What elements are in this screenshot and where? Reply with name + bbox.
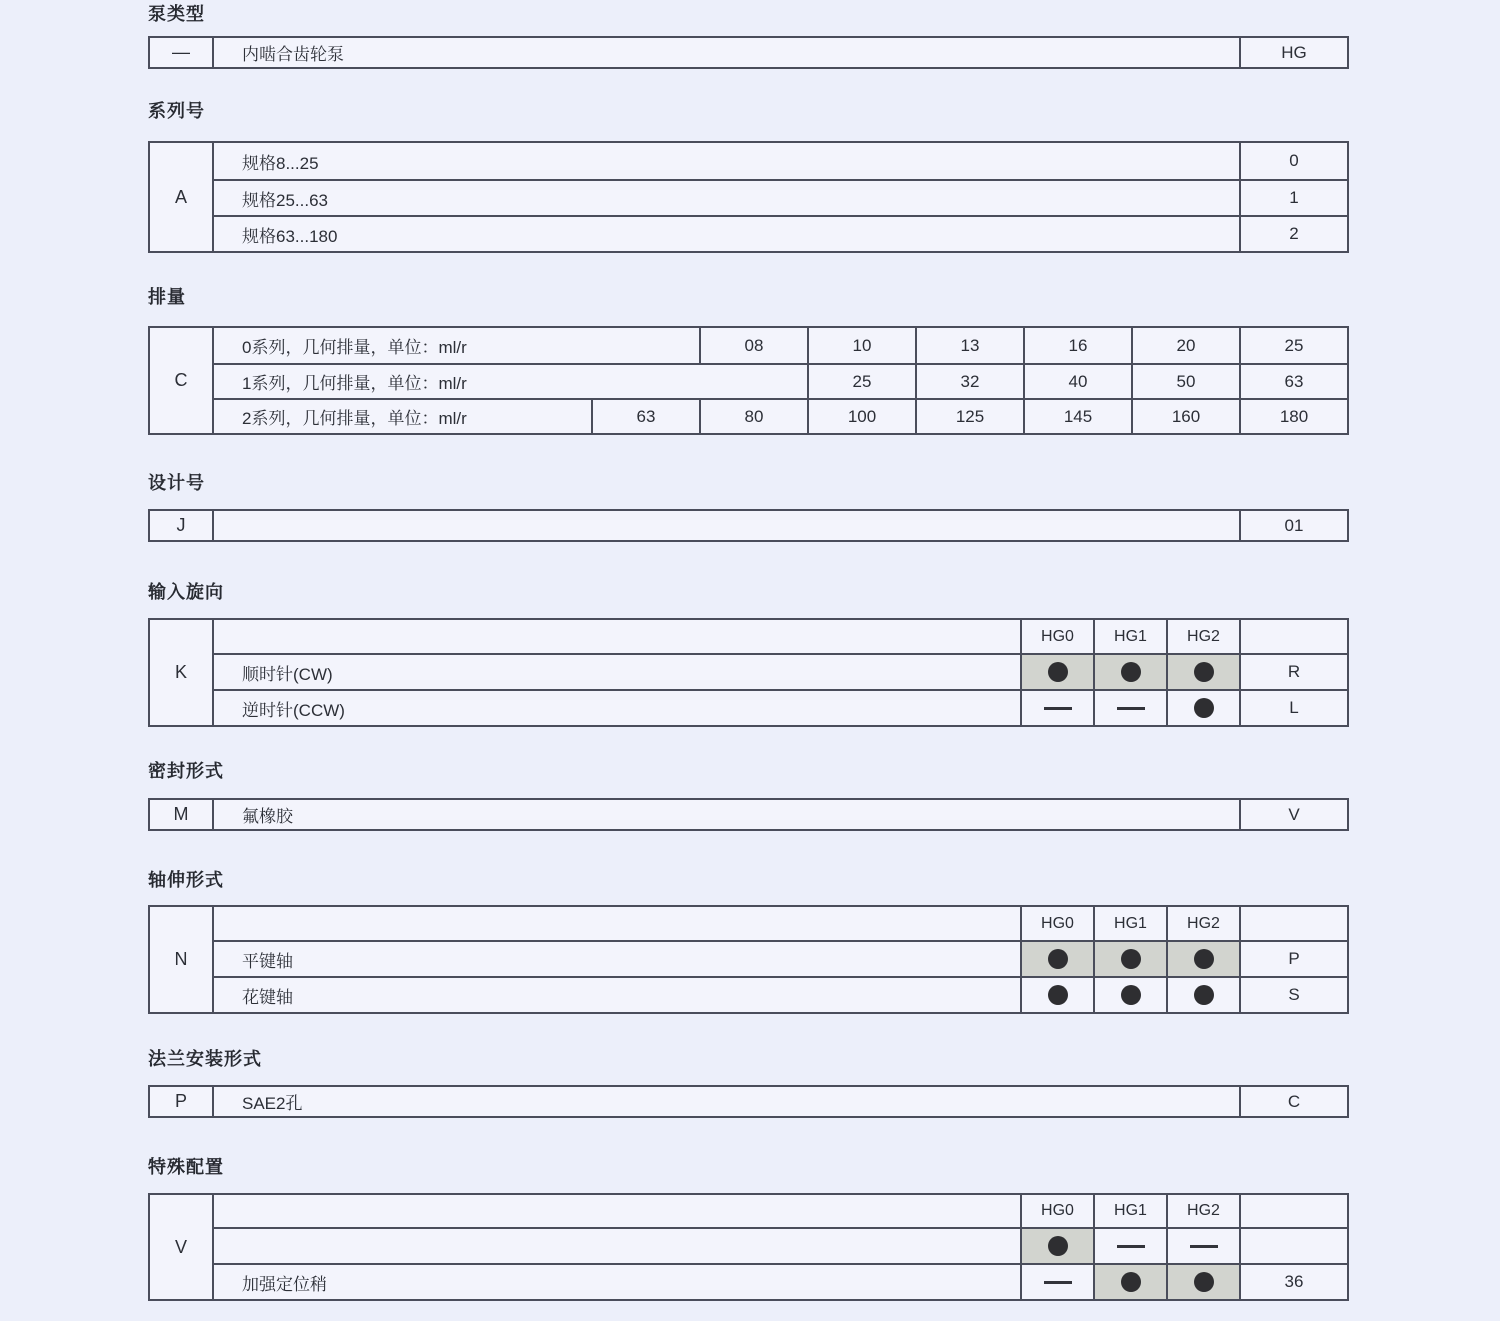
description-cell: 规格8...25 [242,153,319,173]
blank-cell [1239,907,1347,940]
spec-letter-cell: V [150,1195,214,1299]
value-cell: 40 [1023,365,1131,398]
availability-cell [1093,942,1166,976]
spec-letter-cell: N [150,907,214,1012]
value-cell: 63 [1239,365,1347,398]
description-cell: 1系列，几何排量，单位：ml/r [242,374,467,393]
available-dot-icon [1194,1272,1214,1292]
availability-cell [1166,978,1239,1012]
spec-letter-cell: P [150,1087,214,1116]
table-row [214,363,1347,398]
value-cell: 145 [1023,400,1131,433]
section-title: 系列号 [148,101,205,121]
availability-cell [1020,1229,1093,1263]
value-cell: 80 [699,400,807,433]
description-cell: 逆时针(CCW) [242,700,345,720]
blank-cell [214,1195,1020,1227]
hg-column-header: HG2 [1166,907,1239,940]
description-cell: 加强定位稍 [242,1274,327,1294]
series-table [148,141,1349,253]
description-cell: 花键轴 [242,987,293,1007]
pump-type-table [148,36,1349,69]
table-row [214,143,1347,179]
availability-cell [1020,942,1093,976]
spec-letter-cell: K [150,620,214,725]
section-shaft-type [148,866,1349,1014]
table-row [214,328,1347,363]
code-cell: P [1239,942,1347,976]
code-cell: L [1239,691,1347,725]
spec-letter-cell: M [150,800,214,829]
availability-cell [1166,655,1239,689]
description-cell: 规格63...180 [242,226,338,246]
hg-column-header: HG2 [1166,1195,1239,1227]
blank-cell [1239,620,1347,653]
code-cell: 01 [1239,511,1347,540]
availability-cell [1093,978,1166,1012]
availability-cell [1020,1265,1093,1299]
not-available-dash-icon [1117,1245,1145,1248]
hg-column-header: HG1 [1093,620,1166,653]
available-dot-icon [1121,1272,1141,1292]
availability-cell [1166,942,1239,976]
section-special-config [148,1153,1349,1301]
not-available-dash-icon [1117,707,1145,710]
section-series [148,97,1349,253]
spec-letter-cell: C [150,328,214,433]
availability-cell [1093,655,1166,689]
description-cell: 2系列，几何排量，单位：ml/r [242,409,467,428]
section-displacement [148,283,1349,435]
shaft-table [148,905,1349,1014]
flange-table [148,1085,1349,1118]
value-cell: 125 [915,400,1023,433]
table-row [214,1227,1347,1263]
section-title: 输入旋向 [148,582,224,602]
available-dot-icon [1194,949,1214,969]
rotation-table [148,618,1349,727]
table-row [214,689,1347,725]
section-title: 密封形式 [148,761,224,781]
code-cell: C [1239,1087,1347,1116]
value-cell: 20 [1131,328,1239,363]
table-row [214,179,1347,215]
availability-cell [1020,655,1093,689]
section-title: 法兰安装形式 [148,1049,262,1069]
section-pump-type [148,0,1349,69]
section-title: 设计号 [148,473,205,493]
code-cell: 36 [1239,1265,1347,1299]
hg-column-header: HG0 [1020,1195,1093,1227]
section-input-rotation [148,578,1349,727]
description-cell: SAE2孔 [242,1094,303,1113]
hg-column-header: HG0 [1020,620,1093,653]
section-title: 泵类型 [148,4,205,24]
design-table [148,509,1349,542]
available-dot-icon [1121,985,1141,1005]
value-cell: 180 [1239,400,1347,433]
description-cell: 内啮合齿轮泵 [242,45,344,64]
description-cell [214,511,1239,540]
hg-column-header: HG1 [1093,907,1166,940]
not-available-dash-icon [1044,707,1072,710]
table-row [214,653,1347,689]
blank-cell [214,907,1020,940]
value-cell: 63 [591,400,699,433]
availability-cell [1166,691,1239,725]
section-seal-type [148,757,1349,831]
availability-cell [1166,1265,1239,1299]
special-config-table [148,1193,1349,1301]
code-cell: HG [1239,38,1347,67]
code-cell: 2 [1239,217,1347,251]
table-header-row [214,1195,1347,1227]
available-dot-icon [1048,662,1068,682]
section-title: 排量 [148,287,186,307]
value-cell: 25 [1239,328,1347,363]
description-cell: 顺时针(CW) [242,664,333,684]
value-cell: 50 [1131,365,1239,398]
available-dot-icon [1048,949,1068,969]
available-dot-icon [1121,949,1141,969]
availability-cell [1093,691,1166,725]
code-cell: 0 [1239,143,1347,179]
description-cell: 平键轴 [242,951,293,971]
not-available-dash-icon [1190,1245,1218,1248]
spec-letter-cell: J [150,511,214,540]
availability-cell [1166,1229,1239,1263]
available-dot-icon [1121,662,1141,682]
not-available-dash-icon [1044,1281,1072,1284]
seal-table [148,798,1349,831]
spec-letter-cell: — [150,38,214,67]
available-dot-icon [1194,985,1214,1005]
availability-cell [1020,978,1093,1012]
availability-cell [1093,1229,1166,1263]
table-header-row [214,907,1347,940]
value-cell: 100 [807,400,915,433]
hg-column-header: HG0 [1020,907,1093,940]
code-cell: S [1239,978,1347,1012]
code-cell: 1 [1239,181,1347,215]
hg-column-header: HG1 [1093,1195,1166,1227]
section-title: 轴伸形式 [148,870,224,890]
available-dot-icon [1048,985,1068,1005]
availability-cell [1093,1265,1166,1299]
description-cell: 规格25...63 [242,190,328,210]
table-header-row [214,620,1347,653]
section-design-number [148,469,1349,542]
table-row [214,215,1347,251]
blank-cell [214,620,1020,653]
available-dot-icon [1048,1236,1068,1256]
table-row [214,1263,1347,1299]
hg-column-header: HG2 [1166,620,1239,653]
value-cell: 13 [915,328,1023,363]
blank-cell [1239,1195,1347,1227]
availability-cell [1020,691,1093,725]
section-flange-mounting [148,1045,1349,1118]
value-cell: 10 [807,328,915,363]
table-row [214,398,1347,433]
spec-letter-cell: A [150,143,214,251]
code-cell: V [1239,800,1347,829]
code-cell [1239,1229,1347,1263]
value-cell: 08 [699,328,807,363]
value-cell: 25 [807,365,915,398]
description-cell [214,1229,1020,1263]
description-cell: 氟橡胶 [242,807,293,826]
available-dot-icon [1194,698,1214,718]
section-title: 特殊配置 [148,1157,224,1177]
value-cell: 16 [1023,328,1131,363]
available-dot-icon [1194,662,1214,682]
displacement-table [148,326,1349,435]
code-cell: R [1239,655,1347,689]
value-cell: 160 [1131,400,1239,433]
table-row [214,976,1347,1012]
value-cell: 32 [915,365,1023,398]
table-row [214,940,1347,976]
description-cell: 0系列，几何排量，单位：ml/r [242,338,467,357]
